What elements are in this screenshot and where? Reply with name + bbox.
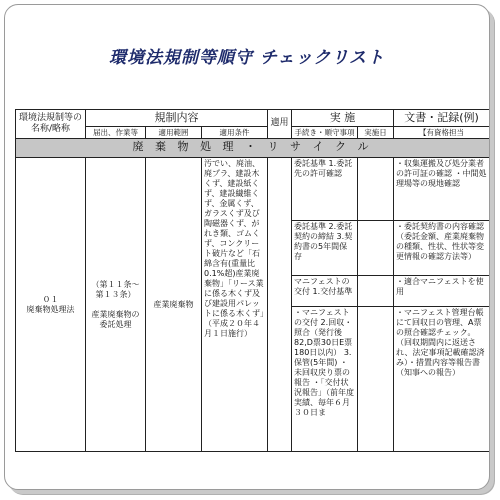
section-title: 廃 棄 物 処 理 ・ リ サ イ ク ル [16, 139, 490, 158]
facility-text: 産業廃棄物の委託処理 [91, 309, 140, 329]
records-cell-3: ・適合マニフェストを使用 [394, 276, 490, 307]
procedure-cell-3: マニフェストの交付 1.交付基準 [292, 276, 358, 307]
subheader-scope: 適用範囲 [146, 126, 202, 138]
facility-cell [86, 158, 146, 452]
page-frame [4, 4, 490, 490]
law-name-cell: ０１ 廃棄物処理法 [16, 158, 86, 452]
subheader-qualification: 【有資格担当 [394, 126, 490, 138]
scope-cell: 産業廃棄物 [146, 158, 202, 452]
subheader-date: 実施日 [358, 126, 394, 138]
header-records: 文書・記録(例) [394, 110, 490, 127]
page-title: 環境法規制等順守 チェックリスト [108, 48, 386, 68]
header-law-name: 環境法規制等の名称/略称 [16, 110, 86, 139]
article-text: （第１１条～第１３条） [91, 279, 140, 299]
subheader-facility: 届出、作業等 [86, 126, 146, 138]
date-cell-2 [358, 221, 394, 276]
procedure-cell-1: 委託基準 1.委託先の許可確認 [292, 158, 358, 221]
procedure-cell-2: 委託基準 2.委託契約の締結 3.契約書の5年間保存 [292, 221, 358, 276]
records-cell-2: ・委託契約書の内容確認（委託金額、産業廃棄物の種類、性状、性状等変更情報の確認方法等） [394, 221, 490, 276]
date-cell-3 [358, 276, 394, 307]
header-regulation: 規制内容 [86, 110, 268, 127]
header-implementation: 実 施 [292, 110, 394, 127]
date-cell-1 [358, 158, 394, 221]
header-applicable: 適用 [268, 110, 292, 139]
records-cell-1: ・収集運搬及び処分業者の許可証の確認 ・中間処理場等の現地確認 [394, 158, 490, 221]
date-cell-4 [358, 307, 394, 452]
procedure-cell-4: ・マニフェストの交付 2.回収・照合（発行後82,D票30日E票180日以内） 3.保管(5年間) ・未回収戻り票の報告 ・「交付状況報告」（前年度実績、毎年６月３０日ま [292, 307, 358, 452]
records-cell-4: ・マニフェスト管理台帳にて回収日の管理、A票の照合確認チェック。（回収期間内に返送され、法定事項記載確認済み）・措置内容等報告書（知事への報告） [394, 307, 490, 452]
applicable-cell [268, 158, 292, 452]
condition-cell: 汚でい、廃油、廃プラ、建設木くず、建設紙くず、建設繊維くず、金属くず、ガラスくず及び陶磁器くず、がれき類、ゴムくず、コンクリート破片など「石綿含有(重量比0.1%超)産業廃棄物」「リース業に係る木くず及び建設用パレットに係る木くず」（平成２０年４月１日施行） [202, 158, 268, 452]
subheader-procedure: 手続き・順守事項 [292, 126, 358, 138]
checklist-table [15, 109, 490, 452]
subheader-condition: 適用条件 [202, 126, 268, 138]
